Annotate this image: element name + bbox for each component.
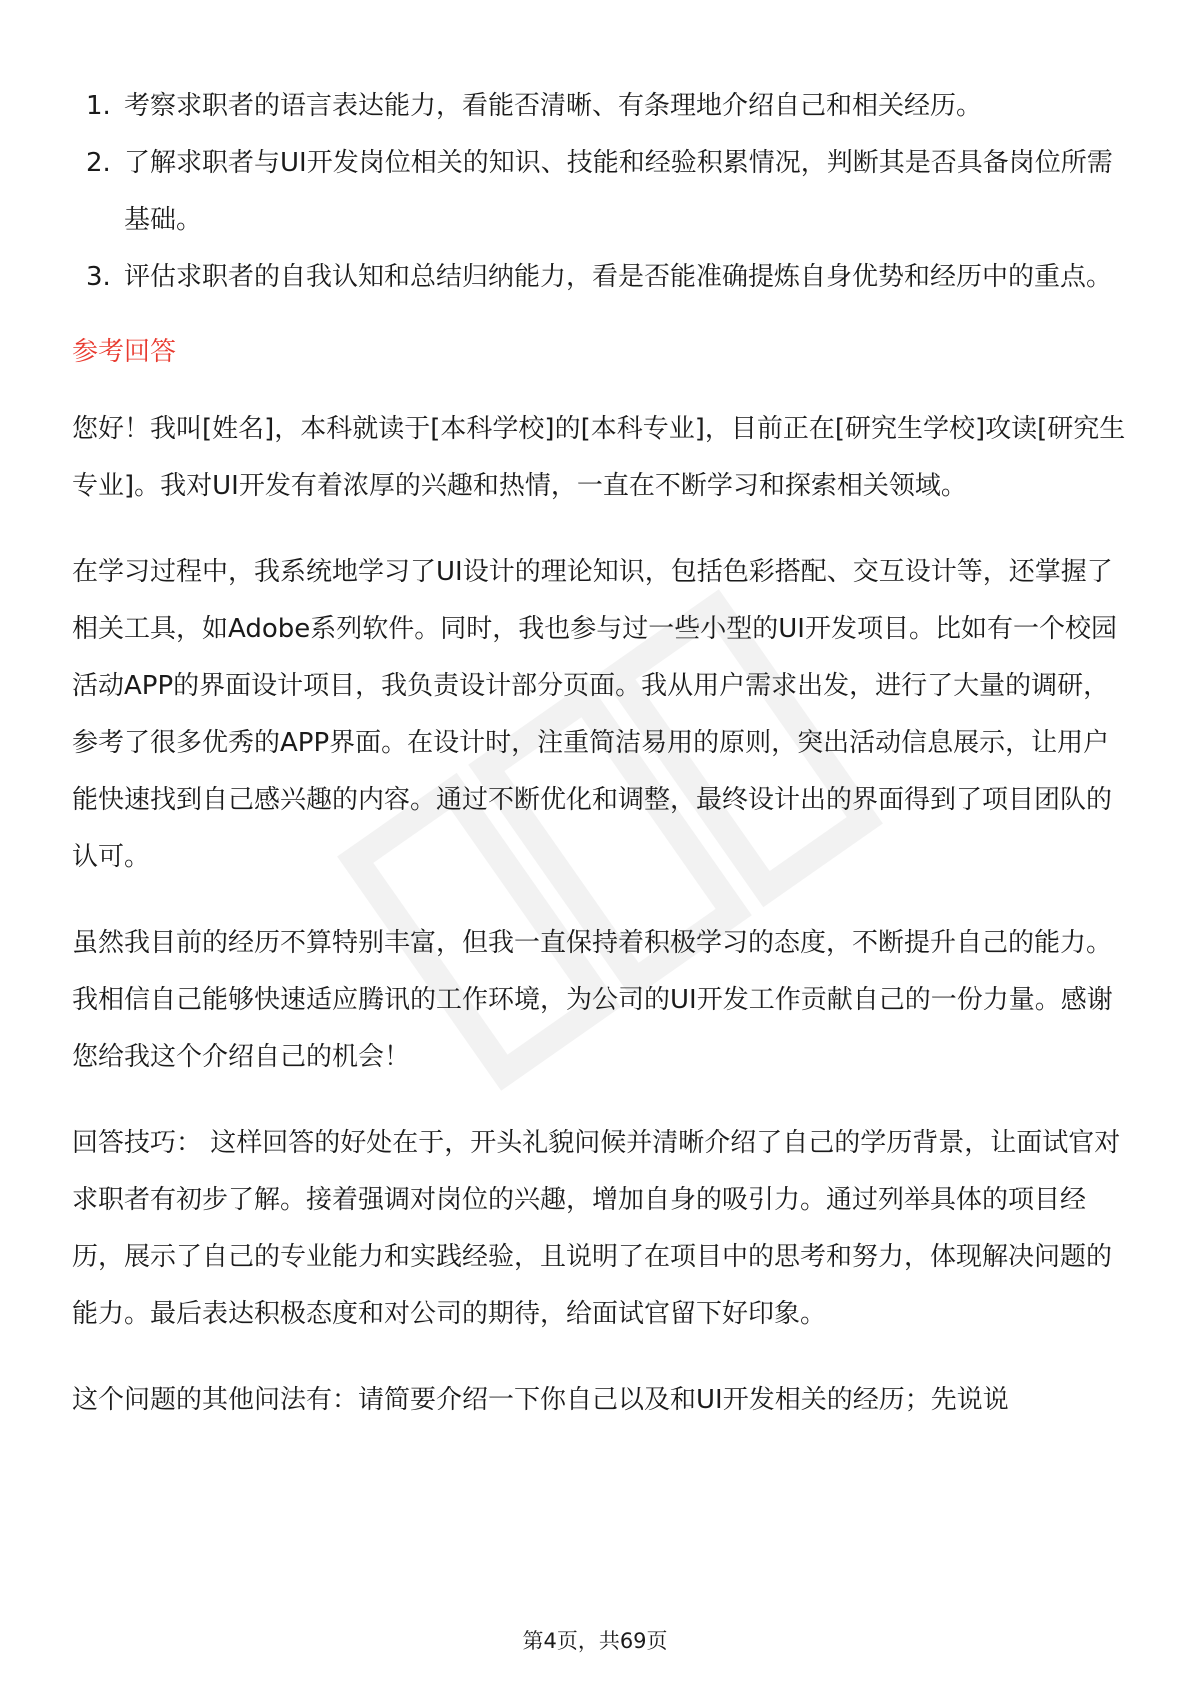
answer-paragraph-closing: 虽然我目前的经历不算特别丰富，但我一直保持着积极学习的态度，不断提升自己的能力。我相信自己能够快速适应腾讯的工作环境，为公司的UI开发工作贡献自己的一份力量。感谢您给我这个介绍自己的机会！ xyxy=(72,928,1113,1072)
list-text: 了解求职者与UI开发岗位相关的知识、技能和经验积累情况，判断其是否具备岗位所需基础。 xyxy=(124,148,1113,235)
document-page xyxy=(72,78,1132,1458)
answer-paragraph-experience: 在学习过程中，我系统地学习了UI设计的理论知识，包括色彩搭配、交互设计等，还掌握了相关工具，如Adobe系列软件。同时，我也参与过一些小型的UI开发项目。比如有一个校园活动APP的界面设计项目，我负责设计部分页面。我从用户需求出发，进行了大量的调研，参考了很多优秀的APP界面。在设计时，注重简洁易用的原则，突出活动信息展示，让用户能快速找到自己感兴趣的内容。通过不断优化和调整，最终设计出的界面得到了项目团队的认可。 xyxy=(72,557,1117,872)
page-footer: 第4页，共69页 xyxy=(522,1629,668,1653)
list-item xyxy=(72,249,1132,306)
alternative-questions-paragraph: 这个问题的其他问法有：请简要介绍一下你自己以及和UI开发相关的经历；先说说 xyxy=(72,1385,1009,1415)
answer-paragraph-intro: 您好！我叫[姓名]，本科就读于[本科学校]的[本科专业]，目前正在[研究生学校]攻读[研究生专业]。我对UI开发有着浓厚的兴趣和热情，一直在不断学习和探索相关领域。 xyxy=(72,414,1126,501)
list-text: 评估求职者的自我认知和总结归纳能力，看是否能准确提炼自身优势和经历中的重点。 xyxy=(124,262,1113,292)
list-number: 2. xyxy=(86,148,111,178)
answer-tips-paragraph: 回答技巧： 这样回答的好处在于，开头礼貌问候并清晰介绍了自己的学历背景，让面试官对求职者有初步了解。接着强调对岗位的兴趣，增加自身的吸引力。通过列举具体的项目经历，展示了自己的专业能力和实践经验，且说明了在项目中的思考和努力，体现解决问题的能力。最后表达积极态度和对公司的期待，给面试官留下好印象。 xyxy=(72,1128,1121,1329)
objectives-list xyxy=(72,78,1132,306)
list-number: 1. xyxy=(86,91,111,121)
answer-heading: 参考回答 xyxy=(72,337,177,367)
list-item xyxy=(72,78,1132,135)
list-text: 考察求职者的语言表达能力，看能否清晰、有条理地介绍自己和相关经历。 xyxy=(124,91,983,121)
list-item xyxy=(72,135,1132,249)
list-number: 3. xyxy=(86,262,111,292)
